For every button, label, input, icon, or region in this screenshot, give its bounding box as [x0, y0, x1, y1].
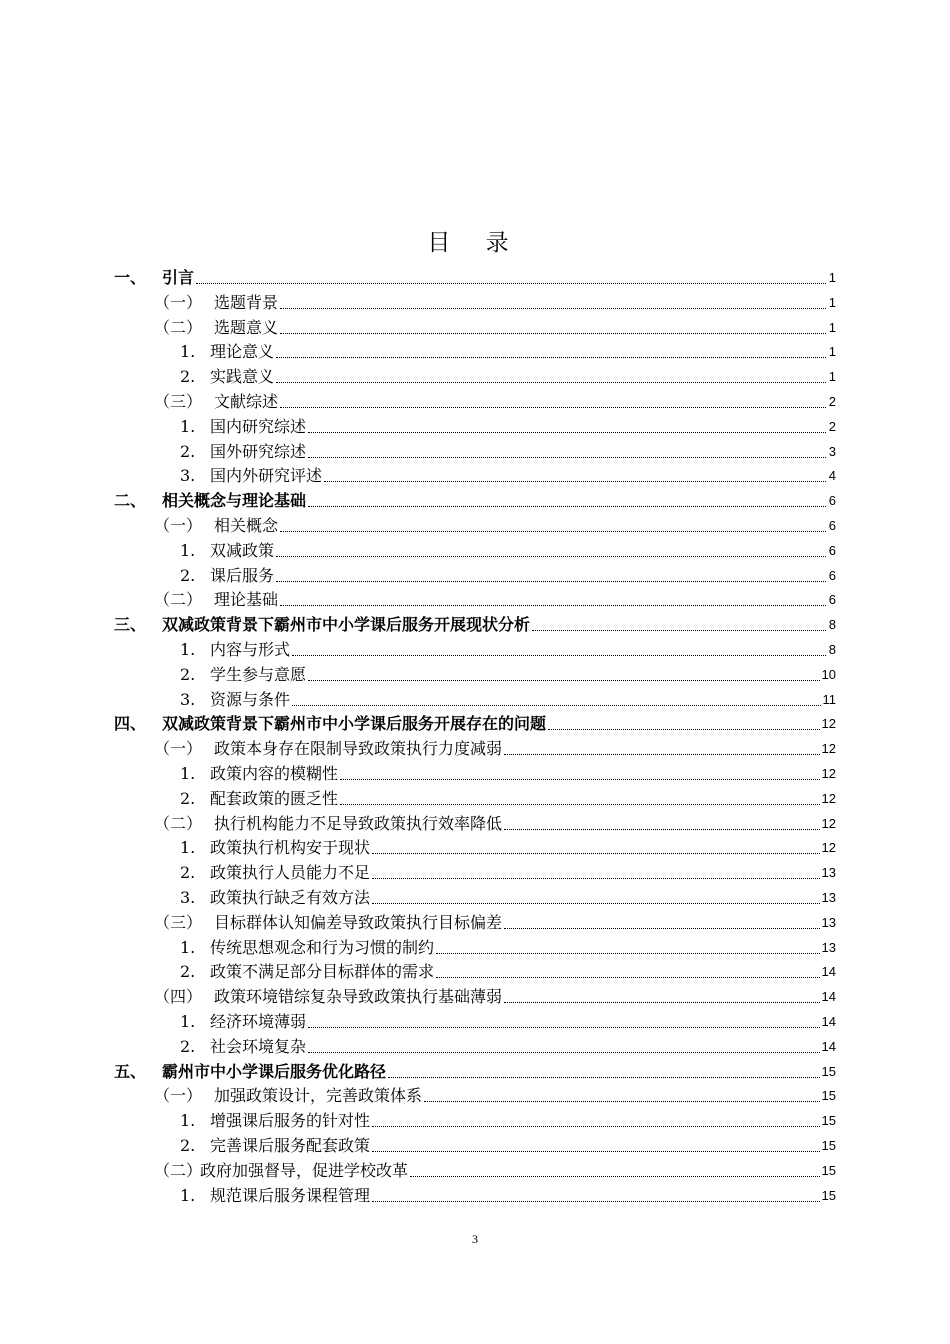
toc-entry-title: 理论基础: [214, 590, 279, 610]
toc-entry-title: 国内外研究评述: [210, 466, 323, 486]
toc-entry-title: 增强课后服务的针对性: [210, 1111, 371, 1131]
toc-entry-title: 学生参与意愿: [210, 664, 307, 684]
dot-leader: [410, 1176, 820, 1177]
toc-entry-title: 政策内容的模糊性: [210, 764, 339, 783]
toc-entry-number: 2.: [180, 664, 196, 684]
toc-entry[interactable]: [180, 413, 836, 437]
toc-entry-title: 相关概念与理论基础: [162, 491, 307, 511]
toc-entry-page: 12: [821, 766, 836, 781]
toc-entry-number: 二、: [114, 491, 147, 511]
toc-entry-number: （三）: [154, 912, 203, 932]
toc-entry-number: 三、: [114, 615, 147, 635]
toc-entry-number: 1.: [180, 937, 196, 957]
toc-entry-title: 政策执行机构安于现状: [210, 838, 371, 858]
toc-entry-page: 1: [828, 369, 836, 385]
dot-leader: [308, 457, 826, 458]
toc-entry-page: 11: [822, 691, 836, 707]
toc-entry[interactable]: [180, 636, 836, 660]
toc-entry-page: 6: [828, 592, 836, 608]
dot-leader: [276, 556, 826, 557]
dot-leader: [292, 655, 826, 656]
dot-leader: [372, 1151, 820, 1152]
toc-entry-page: 8: [828, 642, 836, 657]
toc-entry-number: 1.: [180, 342, 196, 362]
toc-entry[interactable]: [154, 388, 836, 412]
dot-leader: [340, 779, 820, 780]
toc-entry-title: 文献综述: [214, 392, 279, 411]
toc-entry[interactable]: [114, 487, 836, 511]
toc-entry-number: 3.: [180, 888, 196, 907]
dot-leader: [276, 581, 826, 582]
toc-entry-number: 2.: [180, 441, 196, 461]
toc-entry-page: 14: [821, 989, 836, 1005]
toc-entry-page: 12: [821, 741, 836, 757]
toc-entry-number: （三）: [154, 392, 203, 411]
toc-entry[interactable]: [180, 438, 836, 462]
toc-entry-title: 双减政策背景下霸州市中小学课后服务开展存在的问题: [162, 714, 547, 734]
toc-entry-number: （一）: [154, 516, 203, 535]
toc-entry-title: 执行机构能力不足导致政策执行效率降低: [214, 813, 503, 833]
toc-entry-title: 课后服务: [210, 565, 275, 585]
toc-entry-page: 14: [821, 964, 836, 980]
dot-leader: [372, 878, 820, 879]
toc-entry-number: （一）: [154, 1086, 203, 1106]
dot-leader: [308, 506, 826, 507]
toc-entry-page: 14: [821, 1014, 836, 1029]
toc-entry-title: 社会环境复杂: [210, 1036, 307, 1056]
toc-entry[interactable]: [180, 934, 836, 958]
toc-entry[interactable]: [180, 537, 836, 561]
dot-leader: [292, 705, 820, 706]
toc-entry-title: 内容与形式: [210, 640, 291, 659]
toc-entry-number: 1.: [180, 540, 196, 560]
toc-entry-number: 3.: [180, 689, 196, 709]
dot-leader: [436, 977, 820, 978]
dot-leader: [372, 1201, 820, 1202]
toc-entry[interactable]: [180, 785, 836, 809]
toc-entry-number: 一、: [114, 268, 147, 287]
toc-entry-page: 13: [821, 914, 836, 930]
toc-entry-page: 12: [821, 815, 836, 831]
toc-entry[interactable]: [154, 512, 836, 536]
toc-entry[interactable]: [180, 884, 836, 908]
toc-entry-page: 1: [828, 319, 836, 335]
toc-entry-number: 2.: [180, 1036, 196, 1056]
toc-entry[interactable]: [114, 710, 836, 734]
toc-entry-title: 选题意义: [214, 317, 279, 337]
toc-entry-title: 引言: [162, 268, 195, 287]
dot-leader: [436, 953, 820, 954]
dot-leader: [532, 630, 826, 631]
toc-entry-number: （一）: [154, 739, 203, 759]
toc-entry-page: 4: [828, 468, 836, 484]
toc-entry[interactable]: [154, 1157, 836, 1181]
toc-entry[interactable]: [180, 834, 836, 858]
toc-entry[interactable]: [154, 289, 836, 313]
toc-entry-page: 14: [821, 1038, 836, 1054]
toc-entry-number: 五、: [114, 1061, 147, 1081]
dot-leader: [504, 928, 820, 929]
toc-entry-title: 目标群体认知偏差导致政策执行目标偏差: [214, 912, 503, 932]
dot-leader: [424, 1101, 820, 1102]
toc-entry-number: 1.: [180, 416, 196, 436]
toc-entry[interactable]: [154, 314, 836, 338]
toc-entry-page: 1: [828, 344, 836, 360]
toc-entry-number: 四、: [114, 714, 147, 734]
toc-entry-title: 实践意义: [210, 367, 275, 387]
toc-entry-number: 1.: [180, 640, 196, 659]
toc-entry-number: （四）: [154, 987, 203, 1007]
toc-entry[interactable]: [180, 859, 836, 883]
toc-entry-number: 2.: [180, 367, 196, 387]
toc-entry-number: 2.: [180, 863, 196, 883]
toc-entry[interactable]: [154, 1082, 836, 1106]
toc-entry-title: 相关概念: [214, 516, 279, 535]
toc-entry-title: 理论意义: [210, 342, 275, 362]
toc-entry-title: 霸州市中小学课后服务优化路径: [162, 1061, 387, 1081]
toc-entry-number: （二）: [154, 317, 203, 337]
toc-entry-title: 规范课后服务课程管理: [210, 1185, 371, 1205]
toc-entry-title: 经济环境薄弱: [210, 1012, 307, 1031]
toc-entry[interactable]: [114, 264, 836, 288]
toc-entry[interactable]: [180, 1033, 836, 1057]
toc-entry-number: 1.: [180, 838, 196, 858]
toc-entry-page: 1: [828, 270, 836, 285]
toc-entry-number: 1.: [180, 764, 196, 783]
toc-entry-title: 政策执行人员能力不足: [210, 863, 371, 883]
toc-entry[interactable]: [114, 1058, 836, 1082]
toc-entry-page: 2: [828, 418, 836, 434]
toc-entry-title: 政策执行缺乏有效方法: [210, 888, 371, 907]
dot-leader: [308, 680, 820, 681]
toc-entry-number: （二）: [154, 1160, 203, 1180]
toc-entry-page: 8: [828, 617, 836, 633]
toc-entry-title: 国内研究综述: [210, 416, 307, 436]
dot-leader: [308, 1027, 820, 1028]
toc-entry-page: 13: [821, 890, 836, 905]
toc-entry-page: 6: [828, 518, 836, 533]
toc-entry-title: 加强政策设计，完善政策体系: [214, 1086, 423, 1106]
dot-leader: [280, 605, 826, 606]
toc-entry-number: 1.: [180, 1111, 196, 1131]
dot-leader: [504, 829, 820, 830]
toc-entry-page: 12: [821, 790, 836, 806]
dot-leader: [548, 729, 820, 730]
toc-entry-number: 2.: [180, 788, 196, 808]
toc-entry-title: 政府加强督导，促进学校改革: [200, 1160, 409, 1180]
dot-leader: [372, 853, 820, 854]
toc-entry-title: 双减政策: [210, 540, 275, 560]
toc-entry[interactable]: [180, 686, 836, 710]
toc-entry[interactable]: [154, 810, 836, 834]
dot-leader: [504, 754, 820, 755]
toc-entry-page: 12: [821, 840, 836, 856]
toc-entry-title: 资源与条件: [210, 689, 291, 709]
toc-entry-number: （二）: [154, 590, 203, 610]
toc-entry[interactable]: [154, 586, 836, 610]
page-number: 3: [472, 1232, 478, 1246]
toc-entry-page: 6: [828, 542, 836, 558]
toc-entry[interactable]: [180, 760, 836, 784]
toc-entry-page: 10: [821, 666, 836, 682]
toc-entry-page: 6: [828, 567, 836, 583]
toc-entry-page: 3: [828, 443, 836, 459]
toc-entry[interactable]: [180, 1107, 836, 1131]
dot-leader: [340, 804, 820, 805]
dot-leader: [504, 1002, 820, 1003]
toc-entry-page: 15: [821, 1187, 836, 1203]
toc-entry-page: 13: [821, 939, 836, 955]
toc-entry[interactable]: [180, 1008, 836, 1032]
toc-entry-page: 15: [821, 1162, 836, 1178]
toc-entry[interactable]: [114, 611, 836, 635]
toc-entry[interactable]: [180, 661, 836, 685]
dot-leader: [372, 903, 820, 904]
dot-leader: [280, 308, 826, 309]
toc-entry[interactable]: [154, 983, 836, 1007]
toc-entry-number: 2.: [180, 962, 196, 982]
dot-leader: [324, 481, 826, 482]
toc-entry-number: （一）: [154, 292, 203, 312]
toc-entry-title: 国外研究综述: [210, 441, 307, 461]
toc-entry-page: 15: [821, 1113, 836, 1129]
toc-entry-title: 传统思想观念和行为习惯的制约: [210, 937, 435, 957]
toc-entry-number: 2.: [180, 1136, 196, 1155]
toc-entry[interactable]: [180, 363, 836, 387]
toc-entry-title: 双减政策背景下霸州市中小学课后服务开展现状分析: [162, 615, 531, 635]
dot-leader: [196, 283, 826, 284]
toc-entry-title: 配套政策的匮乏性: [210, 788, 339, 808]
toc-entry[interactable]: [180, 462, 836, 486]
toc-entry-number: 2.: [180, 565, 196, 585]
toc-entry-page: 1: [828, 294, 836, 310]
toc-entry-page: 12: [821, 716, 836, 732]
dot-leader: [308, 1052, 820, 1053]
toc-entry-page: 6: [828, 493, 836, 509]
toc-entry-page: 15: [821, 1138, 836, 1153]
toc-entry-title: 完善课后服务配套政策: [210, 1136, 371, 1155]
toc-entry-number: （二）: [154, 813, 203, 833]
toc-entry-title: 选题背景: [214, 292, 279, 312]
toc-title: 目 录: [427, 230, 523, 256]
toc-entry-number: 1.: [180, 1185, 196, 1205]
toc-entry-number: 3.: [180, 466, 196, 486]
toc-entry-page: 13: [821, 865, 836, 881]
dot-leader: [276, 357, 826, 358]
toc-entry[interactable]: [180, 338, 836, 362]
toc-entry[interactable]: [180, 562, 836, 586]
toc-entry-page: 15: [821, 1088, 836, 1104]
dot-leader: [280, 407, 826, 408]
dot-leader: [276, 382, 826, 383]
toc-entry-title: 政策环境错综复杂导致政策执行基础薄弱: [214, 987, 503, 1007]
toc-entry-number: 1.: [180, 1012, 196, 1031]
toc-entry[interactable]: [154, 735, 836, 759]
toc-entry[interactable]: [180, 1182, 836, 1206]
toc-entry-page: 2: [828, 394, 836, 409]
toc-entry[interactable]: [180, 958, 836, 982]
toc-entry-page: 15: [821, 1063, 836, 1079]
dot-leader: [308, 432, 826, 433]
toc-entry-title: 政策本身存在限制导致政策执行力度减弱: [214, 739, 503, 759]
dot-leader: [280, 333, 826, 334]
toc-entry-title: 政策不满足部分目标群体的需求: [210, 962, 435, 982]
dot-leader: [388, 1077, 820, 1078]
toc-entry[interactable]: [180, 1132, 836, 1156]
toc-entry[interactable]: [154, 909, 836, 933]
dot-leader: [280, 531, 826, 532]
dot-leader: [372, 1126, 820, 1127]
